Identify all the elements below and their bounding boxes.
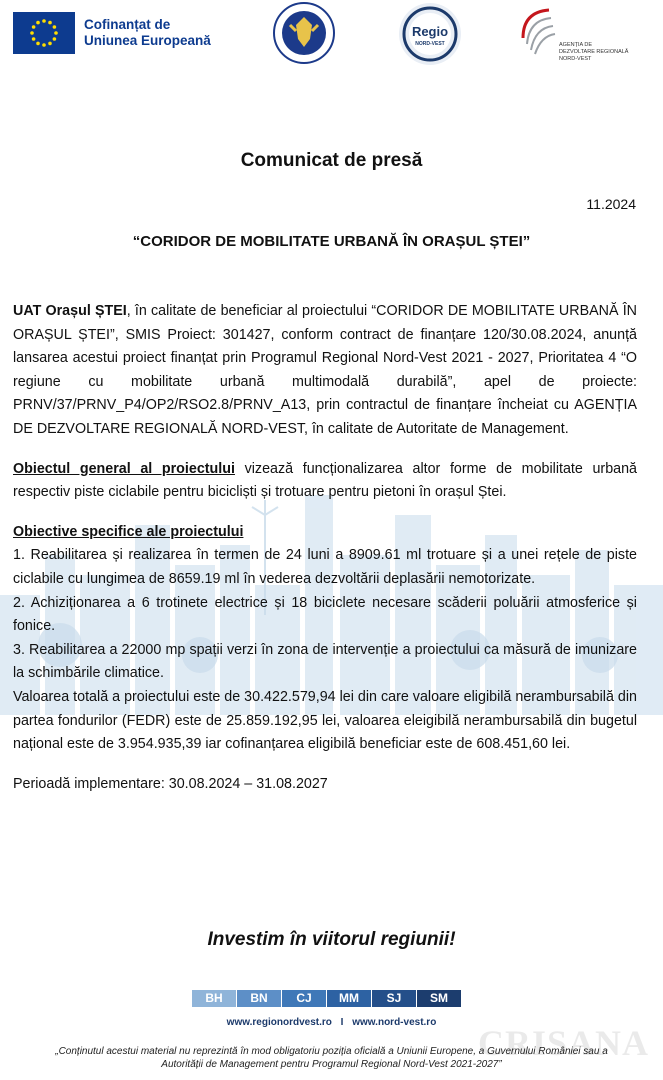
website-link-regionordvest[interactable]: www.regionordvest.ro bbox=[226, 1017, 332, 1028]
adr-line-1: AGENȚIA DE bbox=[559, 42, 593, 48]
page-title: Comunicat de presă bbox=[240, 150, 423, 171]
press-release-body bbox=[13, 300, 637, 796]
specific-objectives-heading: Obiective specifice ale proiectului bbox=[13, 523, 244, 540]
county-badge: SM bbox=[417, 990, 461, 1007]
implementation-period: Perioadă implementare: 30.08.2024 – 31.08.2027 bbox=[13, 775, 328, 792]
adr-logo-text bbox=[559, 42, 649, 63]
county-badge: MM bbox=[327, 990, 371, 1007]
link-separator: I bbox=[340, 1017, 344, 1028]
website-link-nord-vest[interactable]: www.nord-vest.ro bbox=[352, 1017, 437, 1028]
logo-header bbox=[0, 0, 663, 70]
regio-logo-icon bbox=[397, 1, 463, 67]
intro-paragraph bbox=[13, 300, 637, 442]
eu-cofinancing-logo bbox=[13, 12, 211, 54]
beneficiary-name: UAT Orașul ȘTEI bbox=[13, 303, 127, 319]
eu-line-2: Uniunea Europeană bbox=[84, 33, 211, 48]
objective-item: 3. Reabilitarea a 22000 mp spații verzi în zona de intervenție a proiectului ca măsură de imunizare la schimbările climatice. bbox=[13, 641, 637, 682]
adr-swirl-icon bbox=[517, 4, 557, 56]
county-strip bbox=[192, 990, 462, 1007]
project-title: “CORIDOR DE MOBILITATE URBANĂ ÎN ORAȘUL ȘTEI” bbox=[132, 233, 531, 250]
adr-nord-vest-logo bbox=[517, 4, 649, 63]
adr-line-2: DEZVOLTARE REGIONALĂ bbox=[559, 49, 629, 55]
intro-text: , în calitate de beneficiar al proiectului “CORIDOR DE MOBILITATE URBANĂ ÎN ORAȘUL ȘTEI”, SMIS Proiect: 301427, conform contract de finanțare 120/30.08.2024, anunță lansarea acestui proiect finanțat prin Programul Regional Nord-Vest 2021 - 2027, Prioritatea 4 “O regiune cu mobilitate urbană multimodală durabilă”, apel de proiecte: PRNV/37/PRNV_P4/OP2/RSO2.8/PRNV_A13, prin contractul de finanțare încheiat cu AGENȚIA DE DEZVOLTARE REGIONALĂ NORD-VEST, în calitate de Autoritate de Management. bbox=[13, 303, 637, 437]
watermark-logo: CRISANA bbox=[477, 1023, 649, 1063]
project-value-text: Valoarea totală a proiectului este de 30.422.579,94 lei din care valoare eligibilă nerambursabilă din partea fondurilor (FEDR) este de 25.859.192,95 lei, valoarea eleigibilă nerambursabilă din bugetul național este de 3.954.935,39 iar cofinanțarea eligibilă beneficiar este de 608.451,60 lei. bbox=[13, 688, 637, 753]
county-badge: BH bbox=[192, 990, 236, 1007]
slogan: Investim în viitorul regiunii! bbox=[207, 929, 456, 950]
adr-line-3: NORD-VEST bbox=[559, 56, 592, 62]
objective-item: 2. Achiziționarea a 6 trotinete electrice și 18 biciclete necesare scăderii poluării atmosferice și fonice. bbox=[13, 594, 637, 635]
general-objective-heading: Obiectul general al proiectului bbox=[13, 460, 235, 477]
county-badge: SJ bbox=[372, 990, 416, 1007]
objective-item: 1. Reabilitarea și realizarea în termen de 24 luni a 8909.61 ml trotuare și a unei rețele de piste ciclabile cu lungimea de 8659.19 ml în vederea dezvoltării deplasării nemotorizate. bbox=[13, 547, 637, 587]
svg-text:Regio: Regio bbox=[411, 24, 449, 39]
county-badge: CJ bbox=[282, 990, 326, 1007]
general-objective-text: vizează funcționalizarea altor forme de mobilitate urbană respectiv piste ciclabile pentru bicicliști și trotuare pentru pietoni în orașul Ștei. bbox=[13, 460, 638, 501]
eu-flag-icon bbox=[13, 12, 75, 54]
specific-objectives-section bbox=[13, 521, 637, 757]
eu-line-1: Cofinanțat de bbox=[84, 17, 171, 32]
document-date: 11.2024 bbox=[586, 196, 636, 212]
general-objective-paragraph bbox=[13, 458, 637, 505]
eu-logo-text bbox=[84, 17, 211, 49]
county-badge: BN bbox=[237, 990, 281, 1007]
romanian-government-seal-icon bbox=[272, 1, 336, 65]
svg-text:NORD-VEST: NORD-VEST bbox=[415, 41, 445, 47]
disclaimer: „Conținutul acestui material nu reprezintă în mod obligatoriu poziția oficială a Uniunii Europene, a Guvernului României sau a Autorității de Management pentru Programul Regional Nord-Vest 2021-2027” bbox=[55, 1046, 608, 1070]
